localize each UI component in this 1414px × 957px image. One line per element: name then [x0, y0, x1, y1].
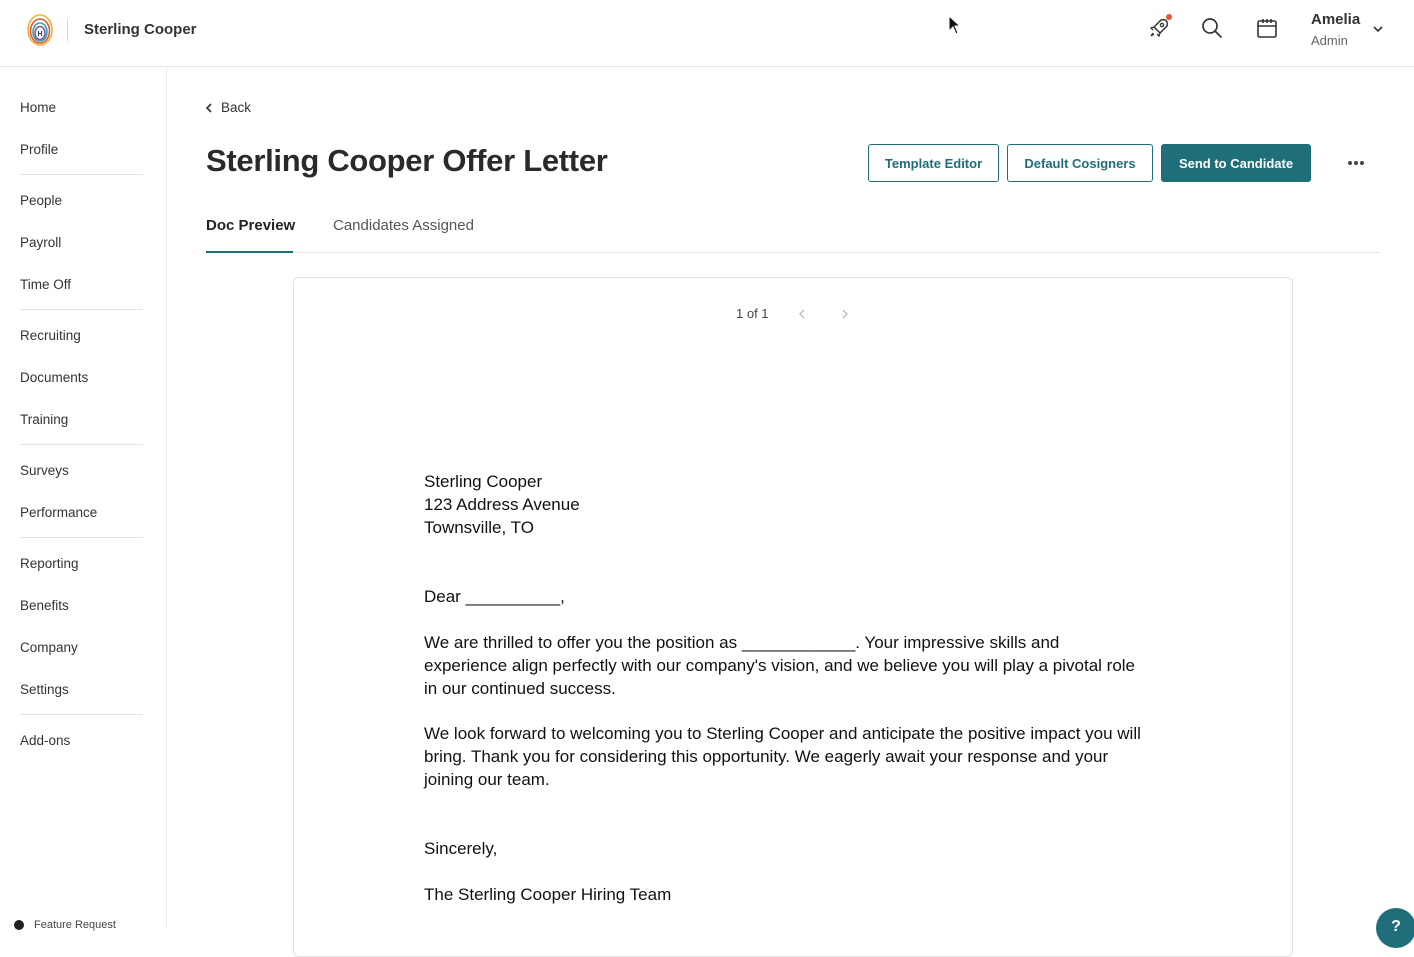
sidebar-item-recruiting[interactable]: Recruiting	[20, 328, 81, 343]
sidebar-item-add-ons[interactable]: Add-ons	[20, 733, 71, 748]
feature-request-icon	[14, 920, 24, 930]
next-page-icon[interactable]	[841, 308, 849, 320]
template-editor-button[interactable]: Template Editor	[868, 144, 999, 182]
sidebar-item-surveys[interactable]: Surveys	[20, 463, 69, 478]
sidebar-divider	[20, 714, 143, 715]
calendar-icon[interactable]	[1255, 16, 1279, 40]
address-line: Sterling Cooper	[424, 472, 543, 491]
chevron-down-icon[interactable]	[1372, 24, 1384, 34]
paragraph-line: in our continued success.	[424, 679, 616, 698]
paragraph-line: bring. Thank you for considering this opportunity. We eagerly await your response and your	[424, 747, 1109, 766]
letter-salutation: Dear __________,	[424, 587, 565, 606]
help-button[interactable]: ?	[1376, 908, 1414, 948]
page-counter: 1 of 1	[736, 306, 769, 321]
tab-candidates-assigned[interactable]: Candidates Assigned	[333, 217, 474, 234]
tabs-divider	[206, 252, 1380, 253]
paragraph-line: joining our team.	[424, 770, 550, 789]
sidebar-item-training[interactable]: Training	[20, 412, 69, 427]
mouse-cursor-icon	[948, 15, 962, 35]
letter-paragraph-2	[424, 722, 1141, 791]
letter-paragraph-1	[424, 631, 1135, 700]
letter-closing: Sincerely,	[424, 839, 498, 858]
sidebar-divider	[20, 309, 143, 310]
address-line: Townsville, TO	[424, 518, 534, 537]
sidebar-divider	[20, 174, 143, 175]
sidebar-item-time-off[interactable]: Time Off	[20, 277, 72, 292]
user-role: Admin	[1311, 33, 1348, 48]
chevron-left-icon	[205, 103, 213, 113]
sidebar-divider	[20, 537, 143, 538]
paragraph-line: experience align perfectly with our company's vision, and we believe you will play a pivotal role	[424, 656, 1136, 675]
sidebar-item-home[interactable]: Home	[20, 100, 57, 115]
sidebar-item-performance[interactable]: Performance	[20, 505, 98, 520]
sidebar-item-company[interactable]: Company	[20, 640, 78, 655]
sidebar-item-settings[interactable]: Settings	[20, 682, 69, 697]
sidebar-divider	[20, 444, 143, 445]
sidebar-item-documents[interactable]: Documents	[20, 370, 89, 385]
logo-divider	[67, 19, 68, 41]
paragraph-line: We are thrilled to offer you the position as ____________. Your impressive skills and	[424, 633, 1060, 652]
sidebar-item-reporting[interactable]: Reporting	[20, 556, 79, 571]
notification-dot	[1166, 14, 1172, 20]
more-options-button[interactable]	[1343, 154, 1369, 172]
svg-text:H: H	[37, 31, 43, 38]
active-tab-indicator	[206, 251, 293, 253]
letter-address	[424, 470, 580, 539]
user-name[interactable]: Amelia	[1311, 11, 1361, 28]
address-line: 123 Address Avenue	[424, 495, 580, 514]
back-label: Back	[221, 100, 252, 115]
back-link[interactable]	[205, 100, 251, 115]
tab-doc-preview[interactable]: Doc Preview	[206, 217, 296, 234]
search-icon[interactable]	[1200, 16, 1224, 40]
ellipsis-icon	[1347, 160, 1365, 166]
company-logo-icon[interactable]	[26, 13, 54, 47]
sidebar-item-profile[interactable]: Profile	[20, 142, 59, 157]
sidebar-item-people[interactable]: People	[20, 193, 63, 208]
top-bar	[0, 0, 1414, 67]
previous-page-icon[interactable]	[798, 308, 806, 320]
company-name: Sterling Cooper	[84, 21, 197, 38]
sidebar-item-benefits[interactable]: Benefits	[20, 598, 69, 613]
default-cosigners-button[interactable]: Default Cosigners	[1007, 144, 1153, 182]
feature-request-link[interactable]	[14, 919, 116, 931]
feature-request-label: Feature Request	[34, 919, 116, 931]
send-to-candidate-button[interactable]: Send to Candidate	[1161, 144, 1311, 182]
page-title: Sterling Cooper Offer Letter	[206, 143, 608, 178]
sidebar-item-payroll[interactable]: Payroll	[20, 235, 62, 250]
paragraph-line: We look forward to welcoming you to Sterling Cooper and anticipate the positive impact you will	[424, 724, 1141, 743]
letter-signature: The Sterling Cooper Hiring Team	[424, 885, 672, 904]
sidebar	[0, 67, 167, 931]
